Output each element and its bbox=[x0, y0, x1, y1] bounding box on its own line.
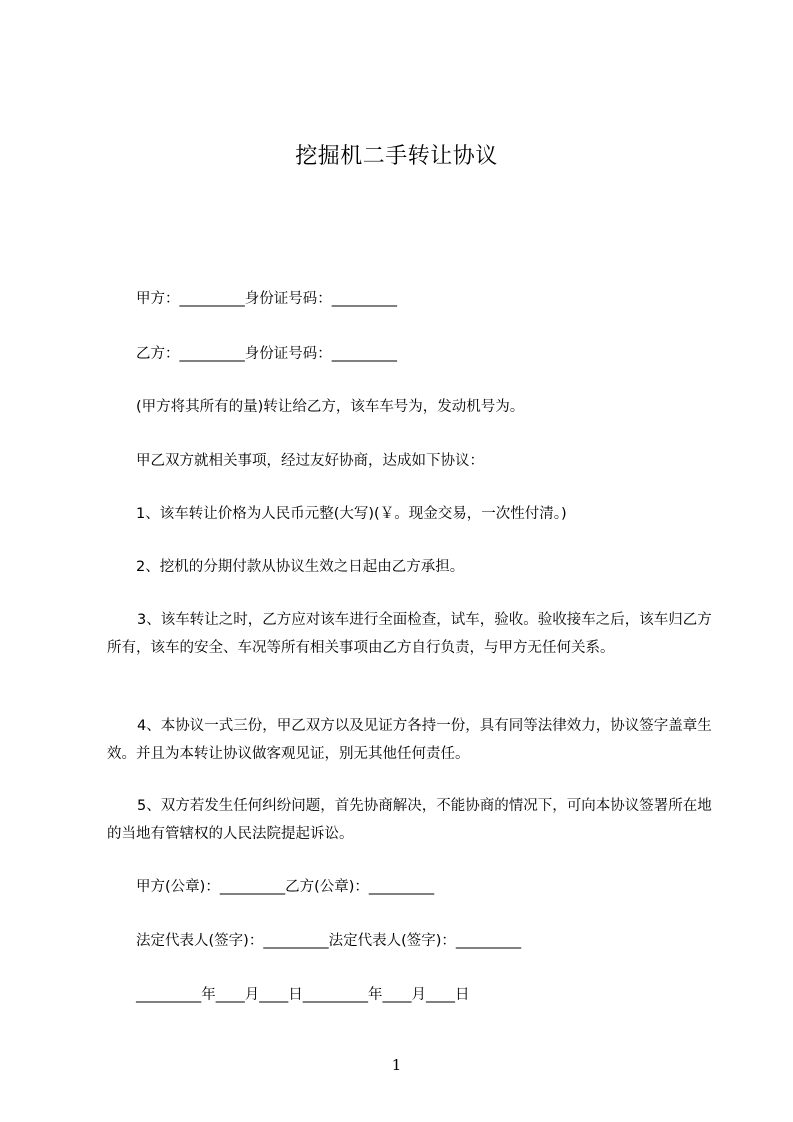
clause-2: 2、挖机的分期付款从协议生效之日起由乙方承担。 bbox=[136, 559, 465, 575]
clause-5 bbox=[107, 792, 713, 848]
transfer-statement: (甲方将其所有的量)转让给乙方，该车车号为，发动机号为。 bbox=[136, 399, 525, 415]
document-title: 挖掘机二手转让协议 bbox=[295, 144, 498, 169]
clause-4-text: 4、本协议一式三份，甲乙双方以及见证方各持一份，具有同等法律效力，协议签字盖章生效。并且为本转让协议做客观见证，别无其他任何责任。 bbox=[107, 718, 712, 762]
clause-5-text: 5、双方若发生任何纠纷问题，首先协商解决，不能协商的情况下，可向本协议签署所在地的当地有管辖权的人民法院提起诉讼。 bbox=[107, 798, 712, 842]
party-b-line: 乙方：_________身份证号码：_________ bbox=[136, 346, 397, 362]
seal-line: 甲方(公章)：_________乙方(公章)：_________ bbox=[136, 879, 435, 895]
date-line: _________年____月____日_________年____月____日 bbox=[136, 987, 470, 1003]
preamble-line: 甲乙双方就相关事项，经过友好协商，达成如下协议： bbox=[136, 453, 484, 469]
clause-4 bbox=[107, 712, 713, 768]
party-a-line: 甲方：_________身份证号码：_________ bbox=[136, 291, 397, 307]
signature-line: 法定代表人(签字)：_________法定代表人(签字)：_________ bbox=[136, 933, 522, 949]
page-number: 1 bbox=[391, 1056, 402, 1074]
clause-3-text: 3、该车转让之时，乙方应对该车进行全面检查，试车，验收。验收接车之后，该车归乙方所有，该车的安全、车况等所有相关事项由乙方自行负责，与甲方无任何关系。 bbox=[107, 612, 712, 656]
clause-3 bbox=[107, 606, 713, 662]
clause-1: 1、该车转让价格为人民币元整(大写)(￥。现金交易，一次性付清。) bbox=[136, 506, 567, 522]
